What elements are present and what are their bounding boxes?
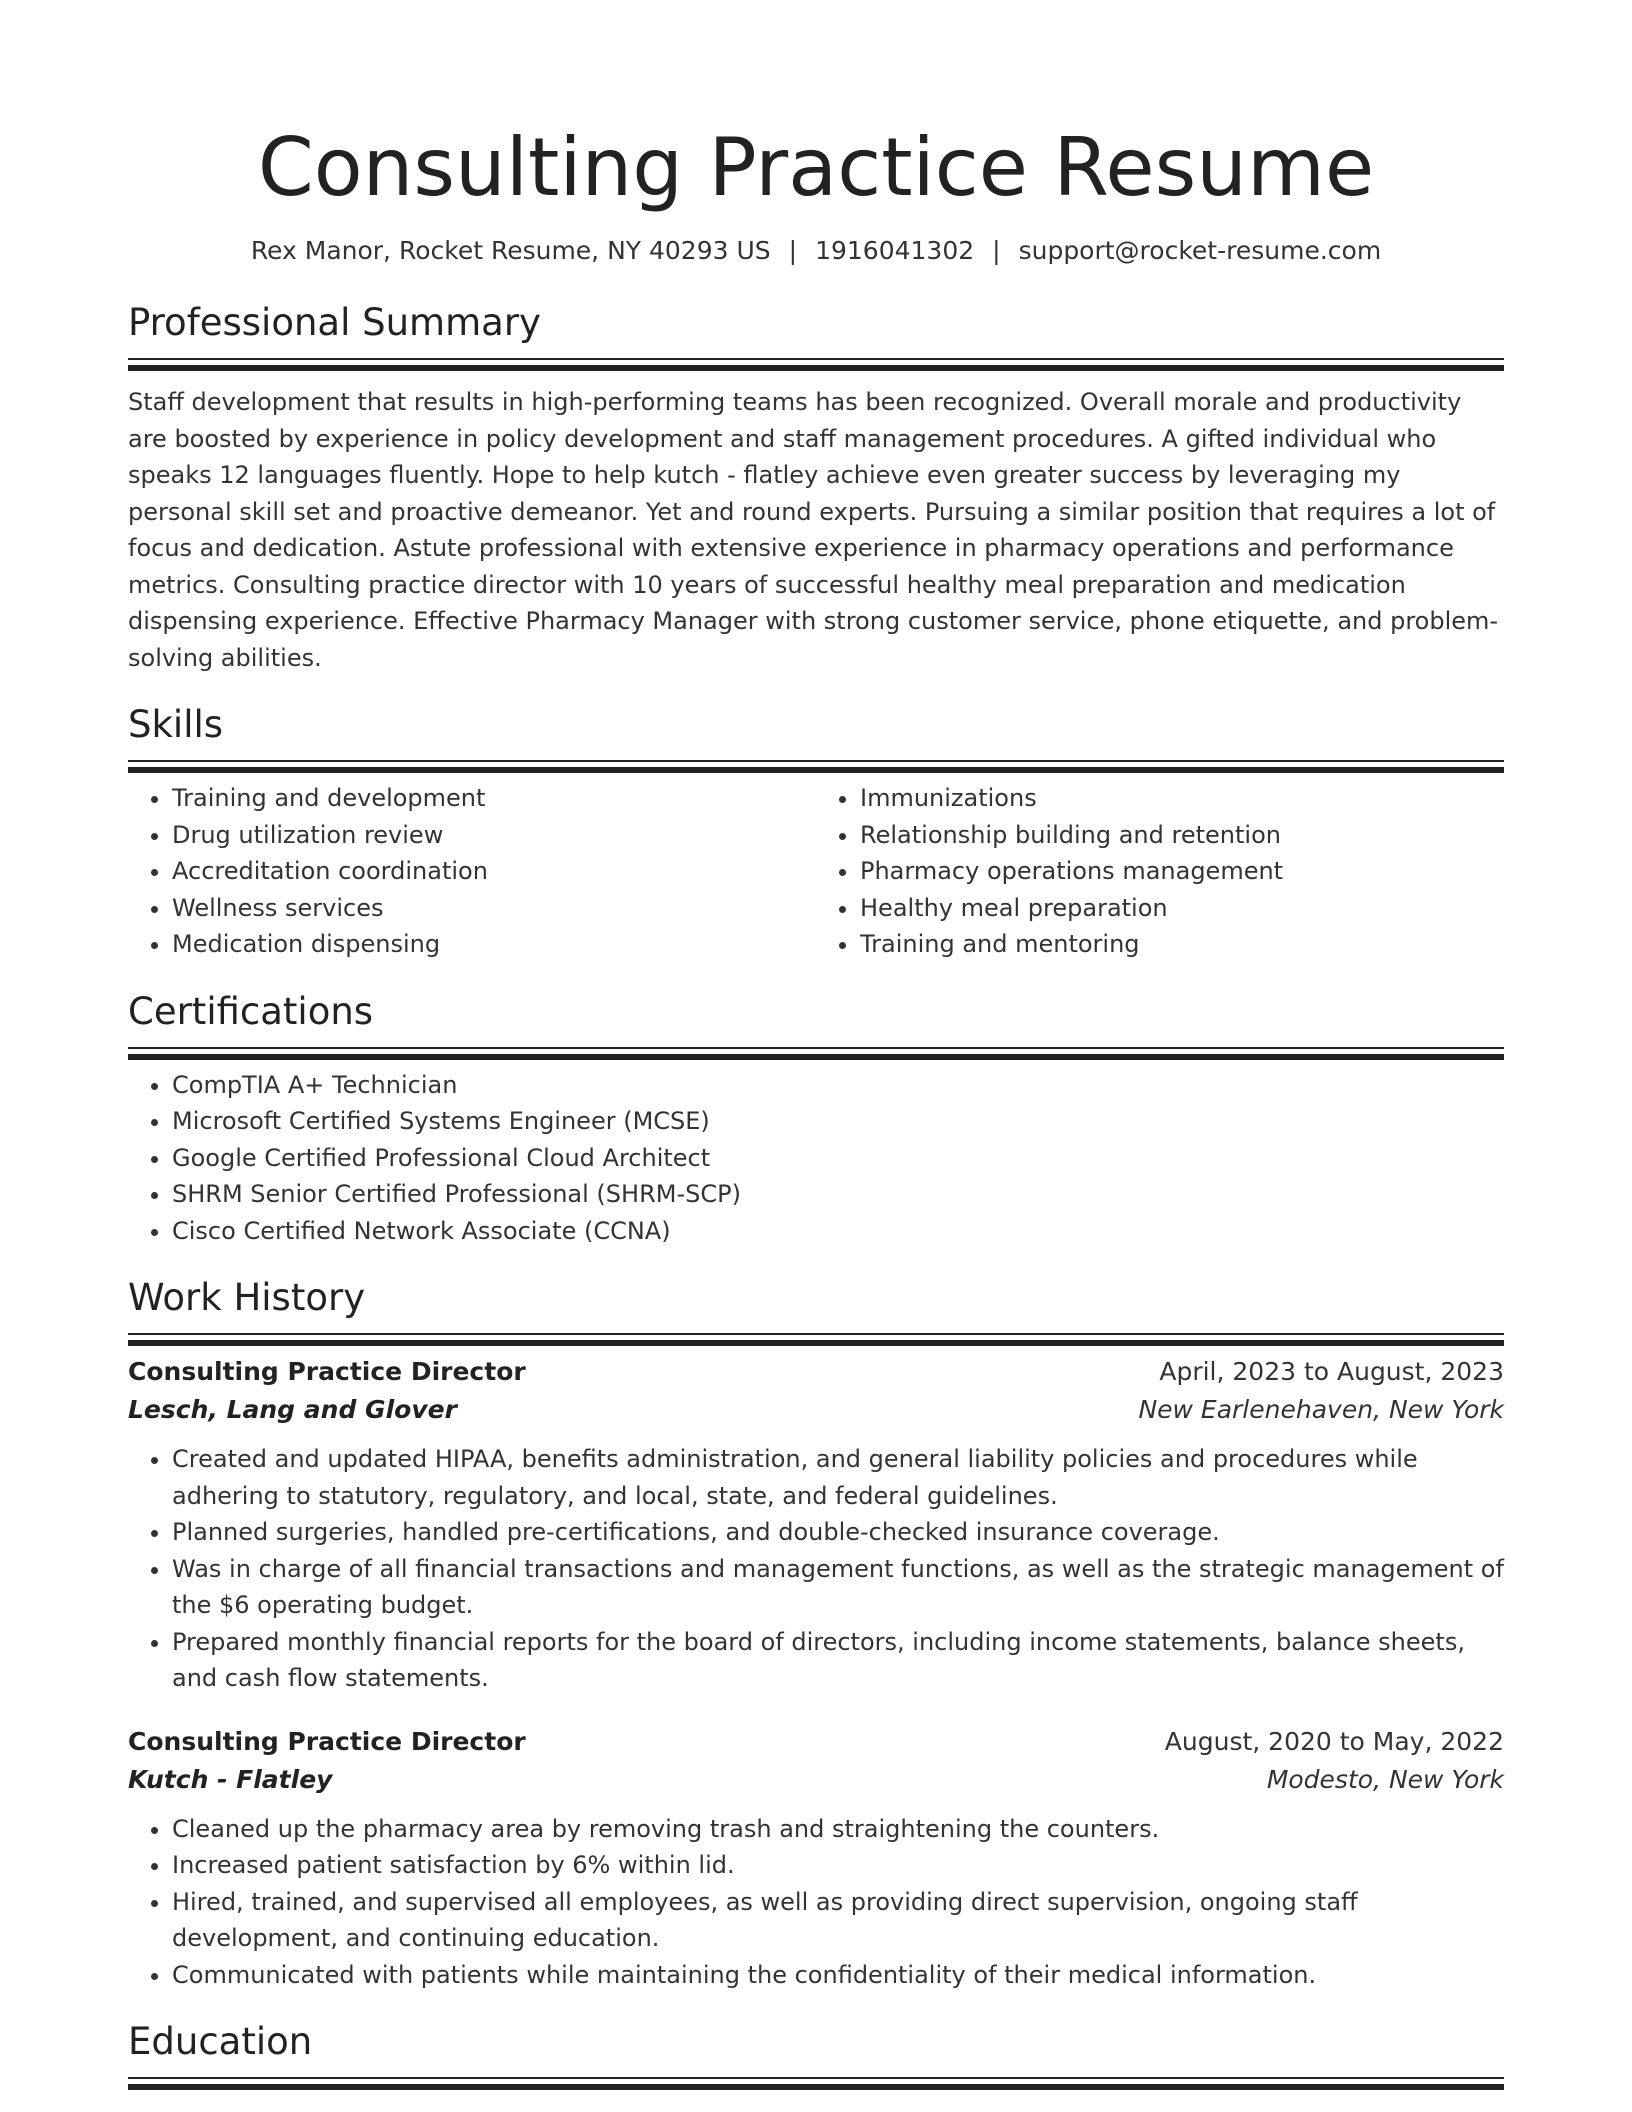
section-heading-certifications: Certifications bbox=[128, 989, 374, 1033]
section-divider bbox=[128, 1333, 1504, 1335]
certifications-list bbox=[128, 1067, 1504, 1250]
section-divider bbox=[128, 1047, 1504, 1049]
certifications-section bbox=[128, 989, 1504, 1250]
skills-column-left bbox=[128, 780, 816, 963]
skill-item: • Pharmacy operations management bbox=[860, 853, 1504, 890]
skills-grid bbox=[128, 780, 1504, 963]
certification-item: • SHRM Senior Certified Professional (SHRM-SCP) bbox=[172, 1176, 1504, 1213]
work-history-section bbox=[128, 1275, 1504, 1993]
skill-item: • Accreditation coordination bbox=[172, 853, 816, 890]
job-location: Modesto, New York bbox=[1266, 1764, 1504, 1794]
job-bullets bbox=[128, 1441, 1504, 1697]
skill-item: • Immunizations bbox=[860, 780, 1504, 817]
skill-item: • Relationship building and retention bbox=[860, 817, 1504, 854]
job-dates: August, 2020 to May, 2022 bbox=[1164, 1726, 1504, 1756]
section-divider bbox=[128, 2077, 1504, 2079]
certification-item: • CompTIA A+ Technician bbox=[172, 1067, 1504, 1104]
section-heading-education: Education bbox=[128, 2020, 313, 2063]
certification-item: • Google Certified Professional Cloud Architect bbox=[172, 1140, 1504, 1177]
job-entry bbox=[128, 1353, 1504, 1697]
contact-separator: | bbox=[992, 236, 1001, 265]
job-bullet: • Increased patient satisfaction by 6% within lid. bbox=[172, 1847, 1504, 1884]
skill-item: • Training and development bbox=[172, 780, 816, 817]
skill-item: • Drug utilization review bbox=[172, 817, 816, 854]
contact-line bbox=[128, 234, 1504, 268]
job-bullet: • Prepared monthly financial reports for the board of directors, including income statements, balance sheets, and cash flow statements. bbox=[172, 1624, 1504, 1697]
skill-item: • Healthy meal preparation bbox=[860, 890, 1504, 927]
job-bullet: • Communicated with patients while maintaining the confidentiality of their medical information. bbox=[172, 1957, 1504, 1994]
job-bullet: • Created and updated HIPAA, benefits administration, and general liability policies and procedures while adhering to statutory, regulatory, and local, state, and federal guidelines. bbox=[172, 1441, 1504, 1514]
job-title: Consulting Practice Director bbox=[128, 1726, 526, 1756]
certification-item: • Cisco Certified Network Associate (CCNA) bbox=[172, 1213, 1504, 1250]
skill-item: • Wellness services bbox=[172, 890, 816, 927]
summary-text: Staff development that results in high-performing teams has been recognized. Overall morale and productivity are boosted by experience in policy development and staff management procedures. A gifted individual who speaks 12 languages fluently. Hope to help kutch - flatley achieve even greater success by leveraging my personal skill set and proactive demeanor. Yet and round experts. Pursuing a similar position that requires a lot of focus and dedication. Astute professional with extensive experience in pharmacy operations and performance metrics. Consulting practice director with 10 years of successful healthy meal preparation and medication dispensing experience. Effective Pharmacy Manager with strong customer service, phone etiquette, and problem-solving abilities. bbox=[128, 388, 1499, 672]
job-bullet: • Hired, trained, and supervised all employees, as well as providing direct supervision, ongoing staff development, and continuing education. bbox=[172, 1884, 1504, 1957]
skill-item: • Training and mentoring bbox=[860, 926, 1504, 963]
skills-section bbox=[128, 702, 1504, 963]
certification-item: • Microsoft Certified Systems Engineer (MCSE) bbox=[172, 1103, 1504, 1140]
contact-phone: 1916041302 bbox=[815, 236, 975, 265]
job-location: New Earlenehaven, New York bbox=[1138, 1395, 1504, 1424]
skill-item: • Medication dispensing bbox=[172, 926, 816, 963]
job-company: Kutch - Flatley bbox=[128, 1764, 333, 1794]
education-section bbox=[128, 2019, 1504, 2079]
contact-address: Rex Manor, Rocket Resume, NY 40293 US bbox=[250, 236, 771, 265]
skills-column-right bbox=[816, 780, 1504, 963]
section-divider bbox=[128, 760, 1504, 762]
contact-email: support@rocket-resume.com bbox=[1018, 236, 1382, 265]
resume-page bbox=[128, 0, 1504, 2079]
summary-section bbox=[128, 300, 1504, 676]
section-divider bbox=[128, 358, 1504, 360]
page-title: Consulting Practice Resume bbox=[257, 121, 1375, 214]
job-bullet: • Cleaned up the pharmacy area by removing trash and straightening the counters. bbox=[172, 1811, 1504, 1848]
job-title: Consulting Practice Director bbox=[128, 1357, 526, 1386]
job-dates: April, 2023 to August, 2023 bbox=[1159, 1357, 1504, 1386]
section-heading-summary: Professional Summary bbox=[128, 301, 541, 344]
job-entry bbox=[128, 1723, 1504, 1994]
job-company: Lesch, Lang and Glover bbox=[128, 1395, 457, 1424]
section-heading-work-history: Work History bbox=[128, 1276, 366, 1319]
section-heading-skills: Skills bbox=[128, 703, 224, 746]
job-bullet: • Was in charge of all financial transactions and management functions, as well as the strategic management of the $6 operating budget. bbox=[172, 1551, 1504, 1624]
contact-separator: | bbox=[788, 236, 798, 265]
job-bullets bbox=[128, 1811, 1504, 1994]
job-bullet: • Planned surgeries, handled pre-certifications, and double-checked insurance coverage. bbox=[172, 1514, 1504, 1551]
